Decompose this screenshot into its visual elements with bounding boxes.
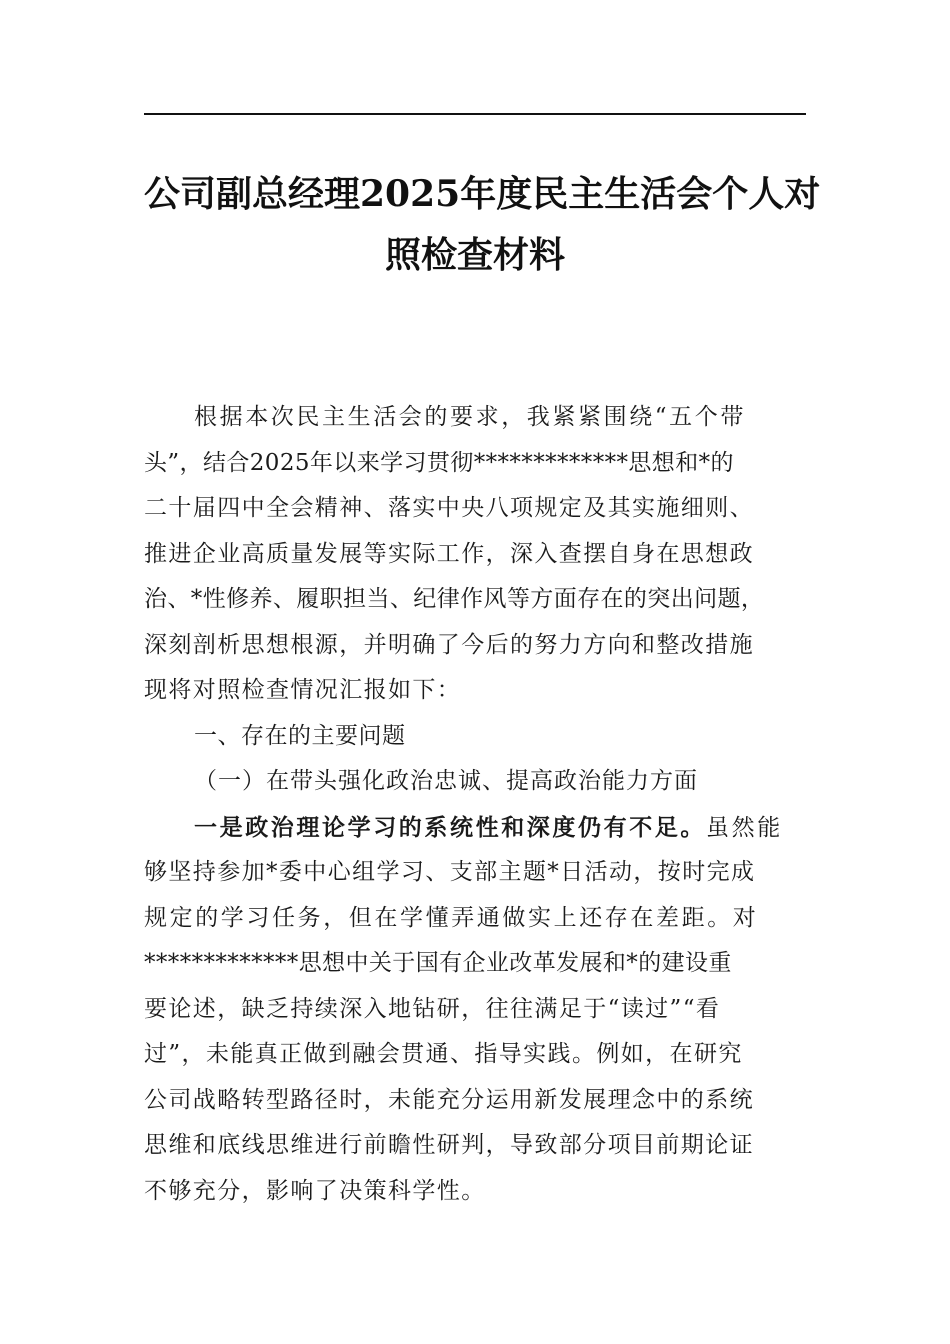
document-title	[144, 164, 821, 286]
point-1-line-2: 够坚持参加*委中心组学习、支部主题*日活动，按时完成	[144, 859, 756, 885]
point-1-line-9: 不够充分，影响了决策科学性。	[144, 1177, 486, 1204]
point-1-line-8: 思维和底线思维进行前瞻性研判，导致部分项目前期论证	[144, 1132, 754, 1158]
point-1-first-line	[144, 805, 814, 851]
point-1-lead: 一是政治理论学习的系统性和深度仍有不足。	[194, 813, 706, 841]
section-heading: 一、存在的主要问题	[194, 722, 406, 749]
subsection-heading: （一）在带头强化政治忠诚、提高政治能力方面	[194, 768, 698, 794]
point-1-line-4: *************思想中关于国有企业改革发展和*的建设重	[144, 950, 732, 976]
intro-line-7: 现将对照检查情况汇报如下：	[144, 677, 462, 703]
point-1-line-7: 公司战略转型路径时，未能充分运用新发展理念中的系统	[144, 1086, 754, 1113]
intro-line-2: 头”，结合2025年以来学习贯彻*************思想和*的	[144, 449, 734, 476]
intro-line-1: 根据本次民主生活会的要求，我紧紧围绕“五个带	[194, 404, 746, 430]
intro-line-5: 治、*性修养、履职担当、纪律作风等方面存在的突出问题，	[144, 586, 765, 612]
point-1-line-5: 要论述，缺乏持续深入地钻研，往往满足于“读过”“看	[144, 995, 721, 1022]
intro-line-3: 二十届四中全会精神、落实中央八项规定及其实施细则、	[144, 495, 754, 521]
title-line-2: 照检查材料	[384, 234, 565, 276]
title-line-1: 公司副总经理2025年度民主生活会个人对	[144, 173, 821, 215]
intro-line-4: 推进企业高质量发展等实际工作，深入查摆自身在思想政	[144, 540, 754, 567]
intro-line-6: 深刻剖析思想根源，并明确了今后的努力方向和整改措施	[144, 631, 754, 658]
point-1-lead-rest: 虽然能	[706, 814, 783, 841]
point-1-line-6: 过”，未能真正做到融会贯通、指导实践。例如，在研究	[144, 1041, 743, 1067]
header-rule	[144, 113, 806, 115]
document-body	[144, 395, 814, 1214]
point-1-line-3: 规定的学习任务，但在学懂弄通做实上还存在差距。对	[144, 904, 759, 931]
